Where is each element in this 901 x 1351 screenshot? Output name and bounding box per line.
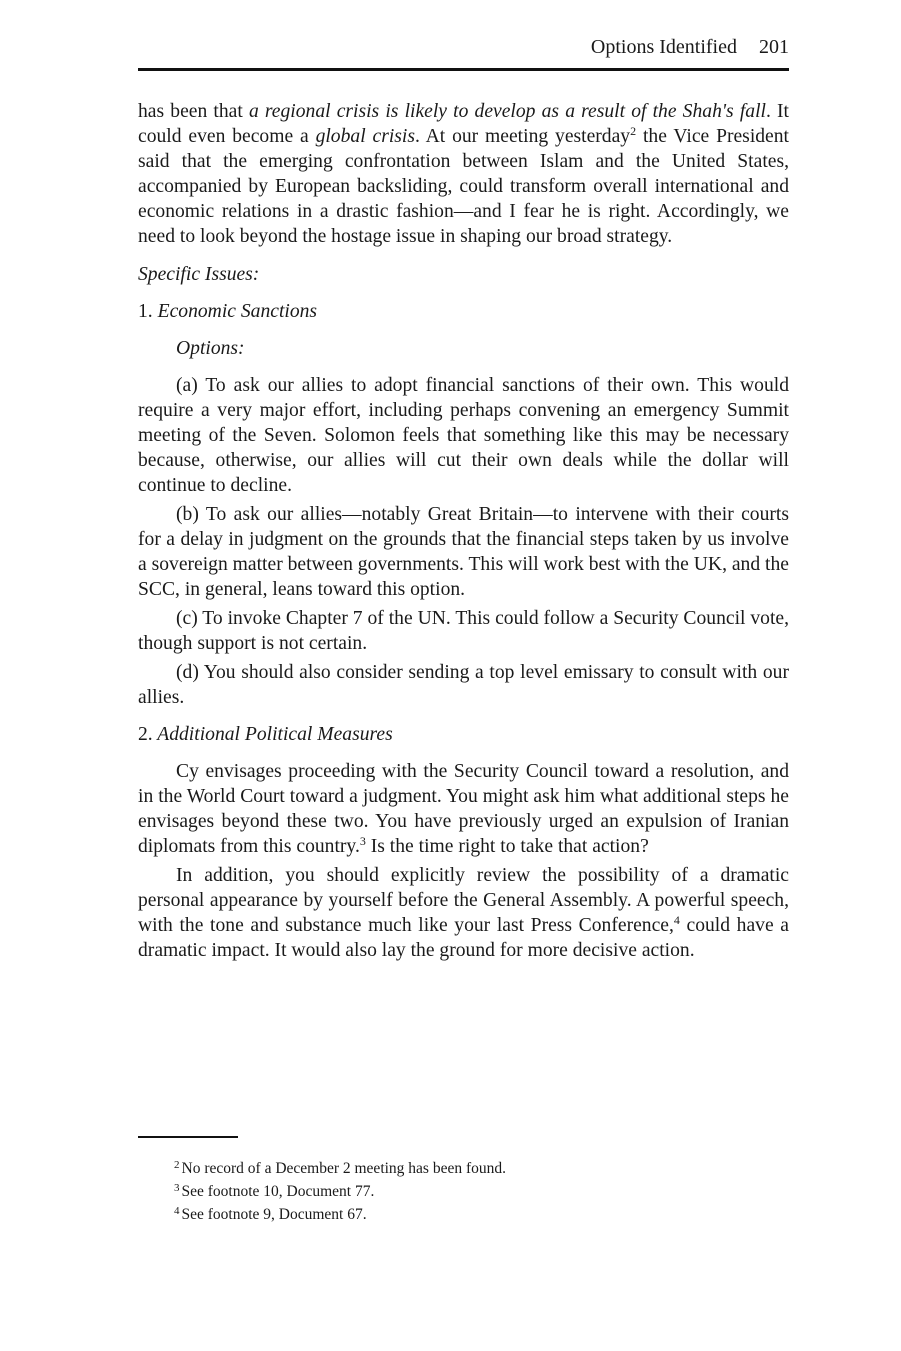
footnote-number: 4 [174, 1205, 180, 1217]
section-1-title: Economic Sanctions [157, 301, 318, 322]
paragraph-intro [138, 99, 789, 249]
footnote-number: 3 [174, 1182, 180, 1194]
footnotes [174, 1157, 506, 1226]
section-2-paragraph-1 [138, 759, 789, 859]
option-d: (d) You should also consider sending a top level emissary to consult with our allies. [138, 662, 789, 708]
footnote [174, 1180, 506, 1203]
options-heading: Options: [176, 338, 245, 359]
intro-text-2: . It could even become a [138, 101, 789, 147]
section-2-paragraph-2 [138, 863, 789, 963]
intro-text-3: . At our meeting yesterday [414, 126, 631, 147]
footnote-text: See footnote 10, Document 77. [181, 1183, 375, 1200]
running-head-title: Options Identified [590, 36, 737, 58]
section-2-number: 2. [138, 724, 153, 745]
intro-emphasis-1: a regional crisis is likely to develop as a result of the Shah's fall [248, 101, 766, 122]
footnote-rule [138, 1136, 238, 1138]
footnote [174, 1157, 506, 1180]
footnote-text: No record of a December 2 meeting has been found. [181, 1160, 507, 1177]
footnote-ref-4: 4 [673, 913, 680, 927]
footnote-ref-3: 3 [359, 834, 366, 848]
option-c: (c) To invoke Chapter 7 of the UN. This could follow a Security Council vote, though support is not certain. [138, 608, 789, 654]
section-2-p2-text-1: In addition, you should explicitly review the possibility of a dramatic personal appearance by yourself before the General Assembly. A powerful speech, with the tone and substance much like your last Press Conference, [138, 865, 789, 936]
footnote-text: See footnote 9, Document 67. [181, 1206, 367, 1223]
intro-text-1: has been that [138, 101, 249, 122]
section-1-number: 1. [138, 301, 153, 322]
footnote [174, 1203, 506, 1226]
option-a: (a) To ask our allies to adopt financial sanctions of their own. This would require a very major effort, including perhaps convening an emergency Summit meeting of the Seven. Solomon feels that something like this may be necessary because, otherwise, our allies will cut their own deals while the dollar will continue to decline. [138, 375, 789, 496]
intro-emphasis-2: global crisis [315, 126, 415, 147]
section-2-p2-text-2: could have a dramatic impact. It would also lay the ground for more decisive action. [138, 915, 789, 961]
section-1-heading [138, 299, 789, 324]
specific-issues-heading: Specific Issues: [138, 264, 260, 285]
header-rule [138, 68, 789, 71]
section-2-heading [138, 722, 789, 747]
body-text [138, 99, 789, 963]
page [138, 36, 789, 963]
footnote-number: 2 [174, 1159, 180, 1171]
section-2-title: Additional Political Measures [157, 724, 393, 745]
section-2-p1-text-2: Is the time right to take that action? [365, 836, 649, 857]
footnote-ref-2: 2 [630, 124, 637, 138]
running-head [138, 36, 789, 64]
option-b: (b) To ask our allies—notably Great Britain—to intervene with their courts for a delay in judgment on the grounds that the financial steps taken by us involve a sovereign matter between governments. This will work best with the UK, and the SCC, in general, leans toward this option. [138, 504, 789, 600]
intro-text-4: the Vice President said that the emerging confrontation between Islam and the United States, accompanied by European backsliding, could transform overall international and economic relations in a drastic fashion—and I fear he is right. Accordingly, we need to look beyond the hostage issue in shaping our broad strategy. [138, 126, 789, 247]
section-2-p1-text-1: Cy envisages proceeding with the Security Council toward a resolution, and in the World Court toward a judgment. You might ask him what additional steps he envisages beyond these two. You have previously urged an expulsion of Iranian diplomats from this country. [138, 761, 789, 857]
page-number: 201 [759, 36, 789, 58]
